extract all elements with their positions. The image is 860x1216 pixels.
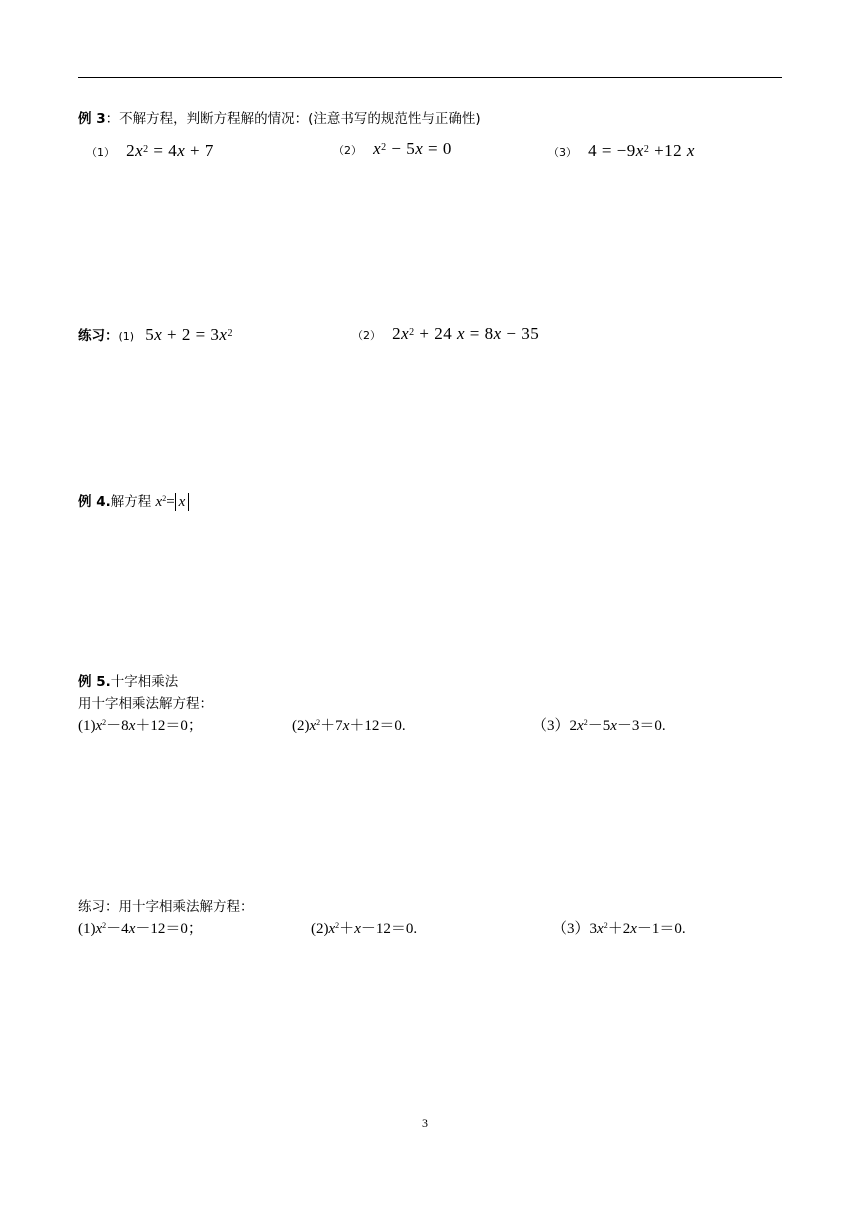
problem-index: （2） (333, 144, 362, 157)
example-5-label: 例 5. (78, 674, 111, 690)
example-3-text: ：不解方程，判断方程解的情况：(注意书写的规范性与正确性) (105, 111, 481, 127)
header-rule (78, 77, 782, 78)
practice-2-problem-2 (311, 917, 417, 938)
equation: $3x^2+2x-1=0$. (589, 921, 686, 937)
example-5-instruction: 用十字相乘法解方程： (78, 696, 213, 712)
problem-index: (1) (78, 718, 96, 734)
equation: $x^2-8x+12=0$； (95, 718, 203, 734)
example-4 (78, 490, 189, 511)
equation: $4 = -9x^2 +12$ x (588, 141, 695, 160)
practice-1-problem-2 (352, 324, 539, 344)
example-5-problem-2 (292, 714, 406, 735)
practice-2-problem-1 (78, 917, 203, 938)
equation: $5x + 2 = 3x^2$ (145, 325, 233, 344)
problem-index: （2） (352, 329, 381, 342)
practice-label: 练习： (78, 328, 119, 344)
practice-2-instruction: 练习：用十字相乘法解方程： (78, 899, 254, 915)
example-3-problem-1 (86, 141, 214, 161)
problem-index: (2) (311, 921, 329, 937)
example-3-label: 例 3 (78, 111, 106, 127)
problem-index: (1) (78, 921, 96, 937)
equation: $x^2 - 5x = 0$ (373, 139, 452, 158)
equation: $2x^2-5x-3=0$. (569, 718, 666, 734)
equation: $x^2= x$ (156, 494, 190, 510)
problem-index: （3） (532, 718, 570, 734)
problem-index: （3） (552, 921, 590, 937)
equation: $2x^2 = 4x + 7$ (126, 141, 214, 160)
example-3-problem-3 (548, 141, 695, 161)
page-number: 3 (422, 1116, 428, 1130)
equation: $2x^2 + 24$ x = 8x − 35 (392, 324, 540, 343)
example-5-problem-3 (532, 714, 666, 735)
example-3-problem-2 (333, 139, 452, 159)
example-4-label: 例 4. (78, 494, 111, 510)
example-5-title: 十字相乘法 (110, 674, 179, 690)
example-4-text: 解方程 (110, 494, 156, 510)
example-5-problem-1 (78, 714, 203, 735)
example-5-heading (78, 670, 178, 690)
equation: $x^2-4x-12=0$； (95, 921, 203, 937)
problem-index: （3） (548, 146, 577, 159)
problem-index: (1) (118, 330, 135, 343)
practice-2-problem-3 (552, 917, 686, 938)
equation: $x^2+x-12=0$. (328, 921, 418, 937)
problem-index: （1） (86, 146, 115, 159)
example-3-heading (78, 107, 481, 127)
equation: $x^2+7x+12=0$. (309, 718, 406, 734)
practice-1-problem-1 (78, 324, 233, 345)
problem-index: (2) (292, 718, 310, 734)
